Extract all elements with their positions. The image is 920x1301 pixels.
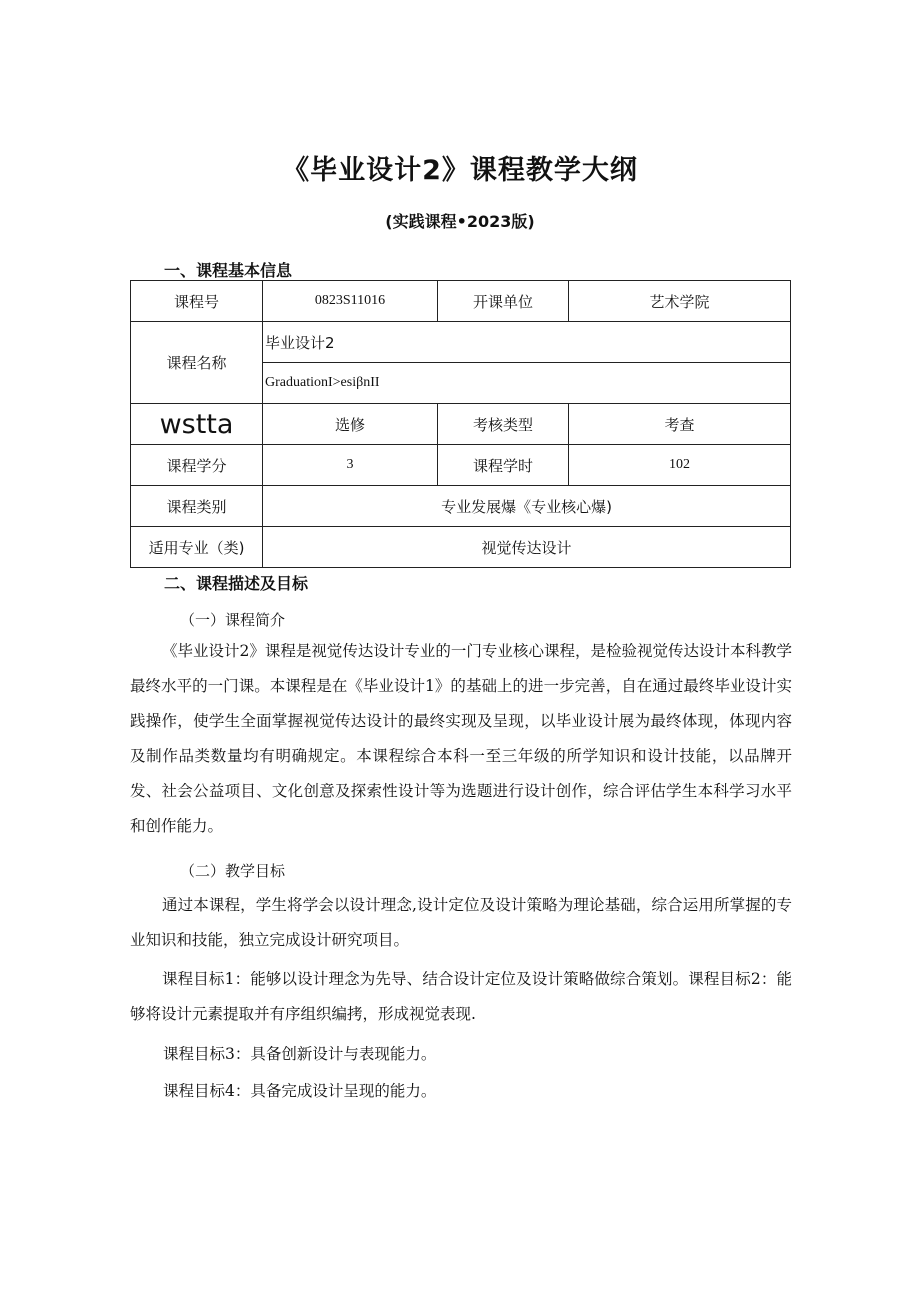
major-label: 适用专业（类) [131, 527, 263, 568]
course-name-en: GraduationI>esiβnII [263, 363, 791, 404]
goal-4: 课程目标4：具备完成设计呈现的能力。 [163, 1082, 437, 1100]
major-value: 视觉传达设计 [263, 527, 791, 568]
course-no-label: 课程号 [131, 281, 263, 322]
course-no-value: 0823S11016 [263, 281, 438, 322]
category-value: 专业发展爆《专业核心爆) [263, 486, 791, 527]
intro-paragraph: 《毕业设计2》课程是视觉传达设计专业的一门专业核心课程，是检验视觉传达设计本科教学最终水平的一门课。本课程是在《毕业设计1》的基础上的进一步完善，自在通过最终毕业设计实践操作，使学生全面掌握视觉传达设计的最终实现及呈现，以毕业设计展为最终体现，体现内容及制作品类数量均有明确规定。本课程综合本科一至三年级的所学知识和设计技能，以品牌开发、社会公益项目、文化创意及探索性设计等为选题进行设计创作，综合评估学生本科学习水平和创作能力。 [130, 642, 792, 835]
course-name-cn: 毕业设计2 [263, 322, 791, 363]
table-row [131, 281, 791, 322]
goals-paragraph: 通过本课程，学生将学会以设计理念,设计定位及设计策略为理论基础，综合运用所掌握的专业知识和技能，独立完成设计研究项目。 [130, 896, 792, 949]
assessment-label: 考核类型 [438, 404, 569, 445]
hours-value: 102 [569, 445, 791, 486]
section-1-heading: 一、课程基本信息 [164, 261, 293, 280]
table-row [131, 445, 791, 486]
course-info-table [130, 280, 791, 568]
document-title: 《毕业设计2》课程教学大纲 [282, 155, 638, 186]
document-subtitle: (实践课程•2023版) [385, 212, 535, 231]
dept-label: 开课单位 [438, 281, 569, 322]
table-row [131, 486, 791, 527]
hours-label: 课程学时 [438, 445, 569, 486]
goal-1-2: 课程目标1：能够以设计理念为先导、结合设计定位及设计策略做综合策划。课程目标2：能够将设计元素提取并有序组织编拷，形成视觉表现. [130, 970, 792, 1023]
dept-value: 艺术学院 [569, 281, 791, 322]
course-nature-label: wstta [131, 404, 263, 445]
category-label: 课程类别 [131, 486, 263, 527]
table-row [131, 527, 791, 568]
course-nature-value: 选修 [263, 404, 438, 445]
section-2-heading: 二、课程描述及目标 [164, 574, 309, 593]
goals-heading: （二）教学目标 [180, 862, 286, 880]
credit-value: 3 [263, 445, 438, 486]
course-name-label: 课程名称 [131, 322, 263, 404]
table-row [131, 404, 791, 445]
intro-heading: （一）课程简介 [180, 611, 286, 629]
goal-3: 课程目标3：具备创新设计与表现能力。 [163, 1045, 437, 1063]
credit-label: 课程学分 [131, 445, 263, 486]
table-row [131, 322, 791, 363]
assessment-value: 考查 [569, 404, 791, 445]
